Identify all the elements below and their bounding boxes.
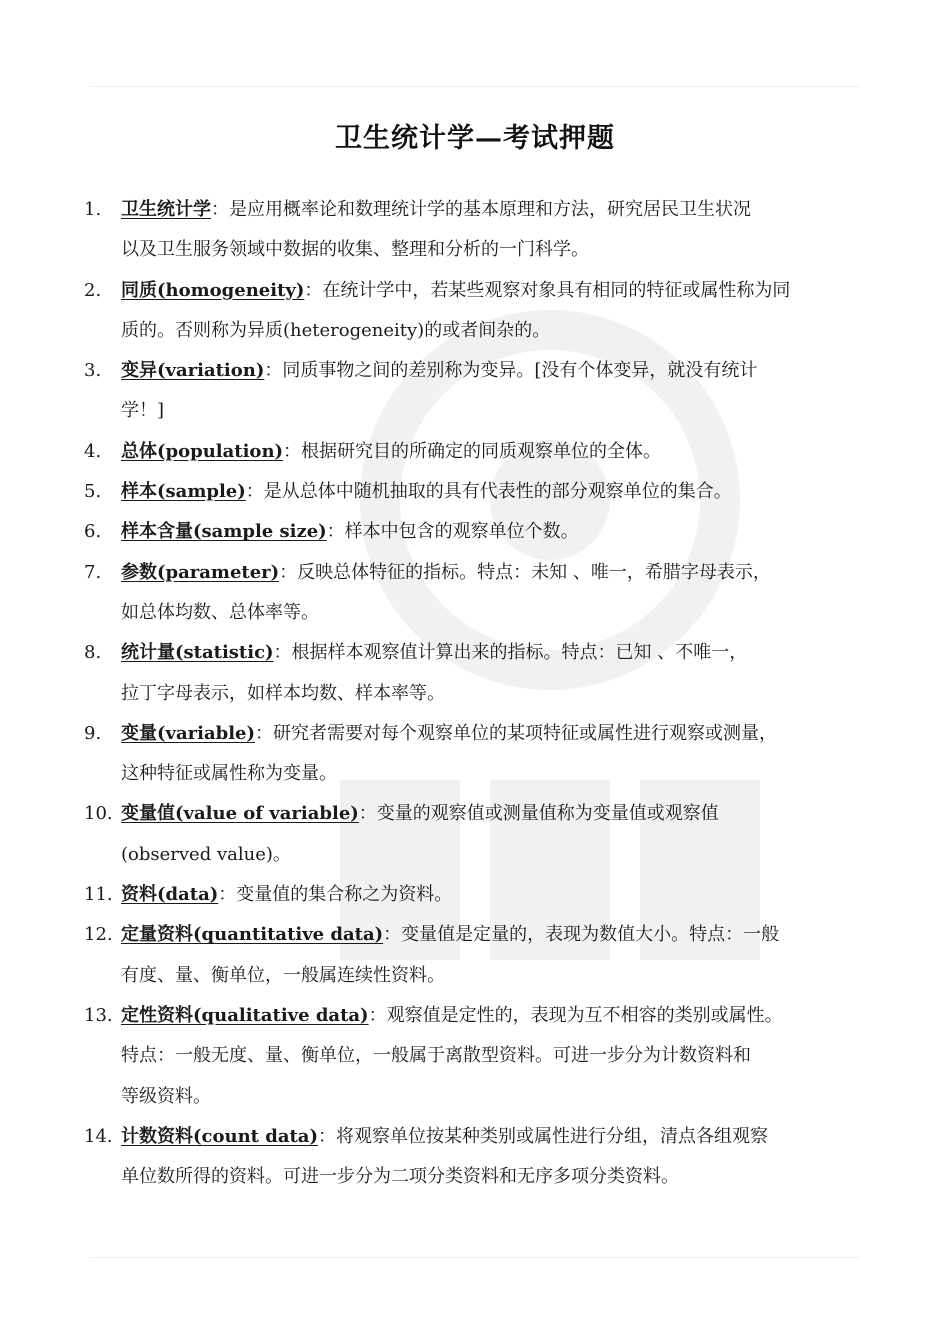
item-text: ：将观察单位按某种类别或属性进行分组，清点各组观察 [317, 1125, 768, 1147]
item-text-cont: 学！] [121, 400, 165, 422]
item-text-cont: (observed value)。 [121, 843, 291, 865]
item-number: 13. [84, 1004, 113, 1026]
item-term: 变量值(value of variable) [121, 803, 359, 825]
item-text: ：研究者需要对每个观察单位的某项特征或属性进行观察或测量， [255, 722, 778, 744]
item-text: ：观察值是定性的，表现为互不相容的类别或属性。 [368, 1004, 783, 1026]
item-number: 14. [84, 1125, 113, 1147]
list-item [84, 794, 884, 875]
list-item [84, 512, 884, 552]
item-term: 定量资料(quantitative data) [121, 924, 384, 946]
list-item [84, 271, 884, 352]
item-term: 统计量(statistic) [121, 642, 274, 664]
item-text-cont: 质的。否则称为异质(heterogeneity)的或者间杂的。 [121, 319, 551, 341]
item-text: ：变量值是定量的，表现为数值大小。特点：一般 [383, 924, 780, 946]
item-number: 2. [84, 279, 102, 301]
item-term: 总体(population) [121, 440, 284, 462]
item-term: 样本含量(sample size) [121, 521, 327, 543]
list-item [84, 432, 884, 472]
page-title: 卫生统计学—考试押题 [335, 123, 615, 154]
item-text: ：反映总体特征的指标。特点：未知 、唯一，希腊字母表示， [279, 561, 771, 583]
item-text-cont: 特点：一般无度、量、衡单位，一般属于离散型资料。可进一步分为计数资料和 [121, 1045, 751, 1067]
top-divider [90, 86, 860, 87]
item-text: ：在统计学中，若某些观察对象具有相同的特征或属性称为同 [304, 279, 791, 301]
item-term: 样本(sample) [121, 481, 246, 503]
list-item [84, 1117, 884, 1198]
item-text: ：根据研究目的所确定的同质观察单位的全体。 [283, 440, 662, 462]
list-item [84, 553, 884, 634]
list-item [84, 996, 884, 1117]
list-item [84, 472, 884, 512]
item-term: 计数资料(count data) [121, 1125, 318, 1147]
item-text-cont: 这种特征或属性称为变量。 [121, 763, 337, 785]
list-item [84, 875, 884, 915]
item-term: 卫生统计学 [121, 199, 211, 220]
item-number: 11. [84, 884, 113, 906]
item-number: 3. [84, 360, 102, 382]
item-term: 定性资料(qualitative data) [121, 1004, 369, 1026]
list-item [84, 351, 884, 432]
item-number: 8. [84, 642, 102, 664]
item-number: 1. [84, 199, 102, 220]
item-number: 9. [84, 722, 102, 744]
item-text-cont: 等级资料。 [121, 1085, 211, 1107]
item-text: ：同质事物之间的差别称为变异。[没有个体变异，就没有统计 [264, 360, 758, 382]
list-item [84, 714, 884, 795]
item-text-cont: 拉丁字母表示，如样本均数、样本率等。 [121, 682, 445, 704]
list-item [84, 190, 884, 271]
item-number: 5. [84, 481, 102, 503]
item-text-cont: 单位数所得的资料。可进一步分为二项分类资料和无序多项分类资料。 [121, 1166, 679, 1188]
item-text: ：是应用概率论和数理统计学的基本原理和方法，研究居民卫生状况 [211, 199, 751, 220]
item-text: ：是从总体中随机抽取的具有代表性的部分观察单位的集合。 [245, 481, 732, 503]
item-term: 参数(parameter) [121, 561, 280, 583]
item-number: 7. [84, 561, 102, 583]
item-term: 变异(variation) [121, 360, 265, 382]
item-number: 10. [84, 803, 113, 825]
item-text-cont: 有度、量、衡单位，一般属连续性资料。 [121, 964, 445, 986]
list-item [84, 915, 884, 996]
bottom-divider [90, 1257, 860, 1258]
item-text: ：样本中包含的观察单位个数。 [326, 521, 579, 543]
item-term: 变量(variable) [121, 722, 256, 744]
item-text-cont: 以及卫生服务领域中数据的收集、整理和分析的一门科学。 [121, 239, 589, 261]
item-number: 6. [84, 521, 102, 543]
item-term: 同质(homogeneity) [121, 279, 305, 301]
item-term: 资料(data) [121, 884, 219, 906]
definition-list [84, 190, 884, 1197]
item-number: 4. [84, 440, 102, 462]
item-number: 12. [84, 924, 113, 946]
item-text: ：根据样本观察值计算出来的指标。特点：已知 、不唯一， [273, 642, 748, 664]
item-text-cont: 如总体均数、总体率等。 [121, 601, 319, 623]
item-text: ：变量的观察值或测量值称为变量值或观察值 [358, 803, 719, 825]
item-text: ：变量值的集合称之为资料。 [218, 884, 453, 906]
list-item [84, 633, 884, 714]
